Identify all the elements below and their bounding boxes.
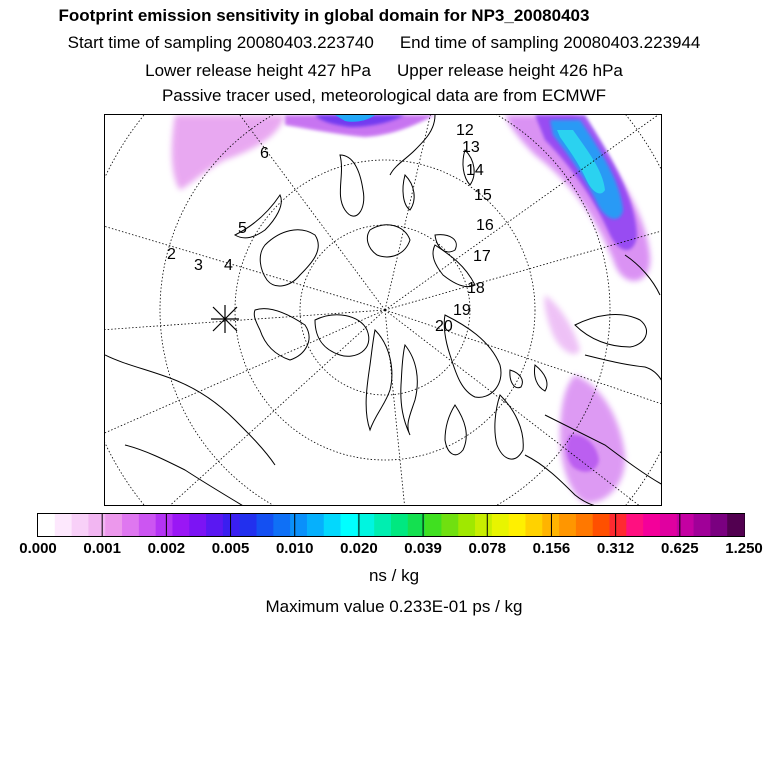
colorbar-swatch: [391, 514, 408, 536]
colorbar-tick-label: 0.078: [468, 540, 507, 557]
polar-map: [105, 115, 662, 506]
colorbar-swatch: [341, 514, 358, 536]
colorbar-swatch: [240, 514, 257, 536]
colorbar-swatch: [425, 514, 442, 536]
end-time-label: End time of sampling 20080403.223944: [399, 33, 701, 52]
colorbar-tick-label: 0.156: [532, 540, 571, 557]
trajectory-label: 4: [224, 257, 233, 274]
colorbar-swatch: [475, 514, 492, 536]
colorbar-swatch: [626, 514, 643, 536]
colorbar-tick-label: 0.001: [83, 540, 121, 557]
colorbar-swatch: [38, 514, 55, 536]
trajectory-label: 3: [194, 257, 203, 274]
trajectory-label: 5: [238, 220, 247, 237]
colorbar-swatch: [643, 514, 660, 536]
colorbar-swatch: [610, 514, 627, 536]
colorbar-swatch: [559, 514, 576, 536]
upper-release-label: Upper release height 426 hPa: [397, 61, 623, 80]
colorbar-tick-label: 0.312: [596, 540, 635, 557]
trajectory-label: 18: [467, 280, 485, 297]
colorbar-swatch: [694, 514, 711, 536]
trajectory-label: 14: [466, 162, 484, 179]
trajectory-label: 13: [462, 139, 480, 156]
colorbar-swatch: [122, 514, 139, 536]
colorbar-tick-row: [0, 540, 768, 560]
colorbar-swatch: [105, 514, 122, 536]
trajectory-label: 12: [456, 122, 474, 139]
colorbar-swatch: [139, 514, 156, 536]
colorbar-tick-label: 0.002: [147, 540, 186, 557]
release-location-marker: [211, 305, 239, 333]
unit-label: ns / kg: [368, 566, 420, 585]
tracer-info-label: Passive tracer used, meteorological data are from ECMWF: [161, 86, 607, 105]
colorbar-tick-label: 0.625: [661, 540, 699, 557]
colorbar-swatch: [88, 514, 105, 536]
colorbar-swatch: [72, 514, 89, 536]
colorbar-swatches: [38, 514, 746, 538]
colorbar-tick-label: 0.000: [19, 540, 57, 557]
trajectory-label: 6: [260, 145, 269, 162]
trajectory-label: 17: [473, 248, 491, 265]
colorbar-swatch: [357, 514, 374, 536]
map-panel: [104, 114, 662, 506]
colorbar-swatch: [290, 514, 307, 536]
release-height-line: [0, 61, 768, 81]
colorbar-tick-label: 0.010: [275, 540, 314, 557]
colorbar-swatch: [223, 514, 240, 536]
trajectory-label: 2: [167, 246, 176, 263]
colorbar-swatch: [55, 514, 72, 536]
colorbar-swatch: [660, 514, 677, 536]
trajectory-label: 15: [474, 187, 492, 204]
colorbar-swatch: [189, 514, 206, 536]
footprint-plume-right: [505, 115, 650, 503]
colorbar-swatch: [273, 514, 290, 536]
colorbar-swatch: [324, 514, 341, 536]
trajectory-label: 20: [435, 318, 453, 335]
colorbar-swatch: [525, 514, 542, 536]
lower-release-label: Lower release height 427 hPa: [145, 61, 371, 80]
colorbar-tick-label: 0.005: [211, 540, 250, 557]
colorbar-tick-label: 0.039: [404, 540, 442, 557]
colorbar-swatch: [593, 514, 610, 536]
colorbar-swatch: [441, 514, 458, 536]
colorbar-swatch: [458, 514, 475, 536]
max-value-label: Maximum value 0.233E-01 ps / kg: [265, 597, 523, 616]
trajectory-label: 16: [476, 217, 494, 234]
trajectory-label: 19: [453, 302, 471, 319]
colorbar-swatch: [727, 514, 744, 536]
sampling-time-line: [0, 33, 768, 53]
colorbar-swatch: [374, 514, 391, 536]
colorbar-swatch: [509, 514, 526, 536]
colorbar-tick-label: 0.020: [340, 540, 378, 557]
start-time-label: Start time of sampling 20080403.223740: [67, 33, 374, 52]
colorbar-swatch: [492, 514, 509, 536]
colorbar: [37, 513, 745, 537]
colorbar-swatch: [156, 514, 173, 536]
colorbar-swatch: [172, 514, 189, 536]
colorbar-swatch: [710, 514, 727, 536]
colorbar-swatch: [206, 514, 223, 536]
colorbar-swatch: [307, 514, 324, 536]
colorbar-swatch: [257, 514, 274, 536]
footprint-plume-top: [172, 115, 435, 190]
colorbar-tick-label: 1.250: [725, 540, 763, 557]
map-title: Footprint emission sensitivity in global domain for NP3_20080403: [58, 6, 590, 25]
colorbar-swatch: [576, 514, 593, 536]
